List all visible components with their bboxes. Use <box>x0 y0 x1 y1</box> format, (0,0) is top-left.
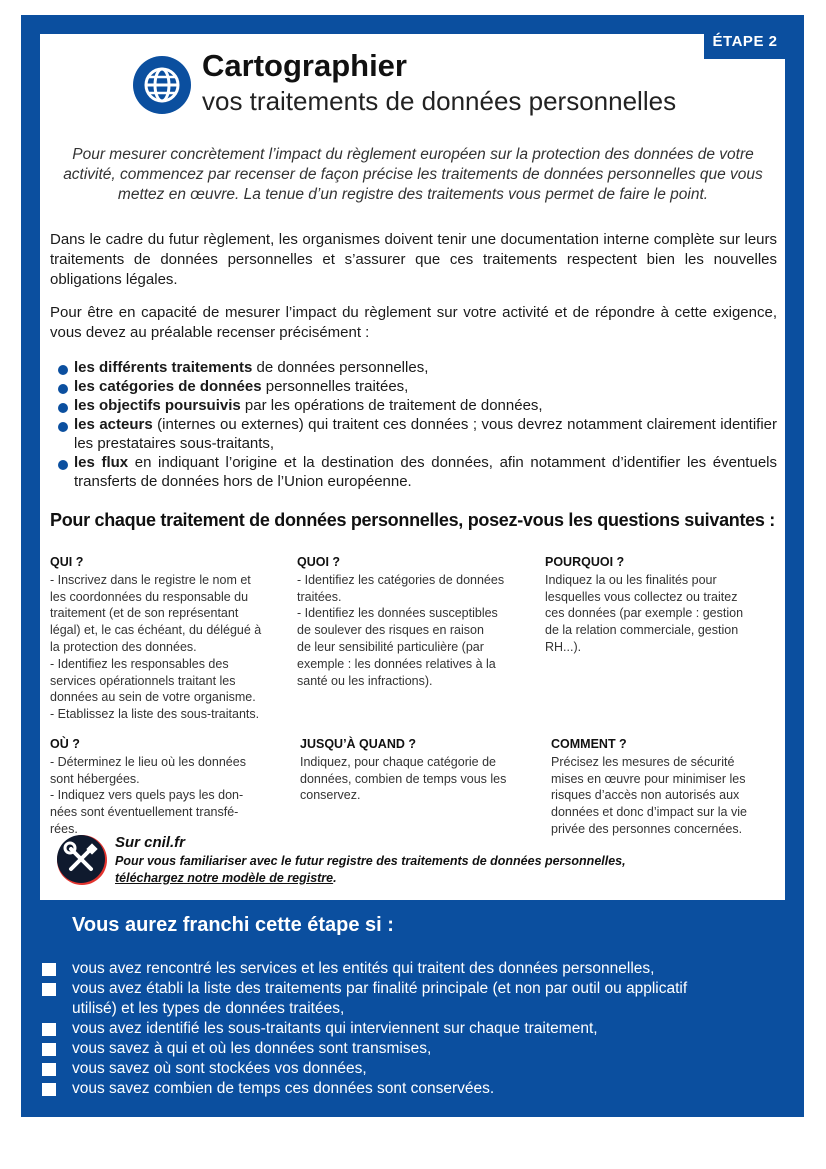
page-title: Cartographier <box>202 48 407 83</box>
step-badge: ÉTAPE 2 <box>704 23 786 59</box>
checklist-item: vous savez où sont stockées vos données, <box>42 1059 732 1079</box>
cnil-text: Pour vous familiariser avec le futur registre des traitements de données personnelles, téléchargez notre modèle de registre. <box>115 854 626 885</box>
globe-icon <box>133 56 191 114</box>
bullet-icon <box>58 403 68 413</box>
list-item: les flux en indiquant l’origine et la destination des données, afin notamment d’identifier les éventuels transferts de données hors de l’Union européenne. <box>58 453 777 491</box>
checkbox-icon[interactable] <box>42 1023 56 1036</box>
question-quoi: QUOI ? - Identifiez les catégories de données traitées. - Identifiez les données susceptibles de soulever des risques en raison de leur sensibilité particulière (par exemple : les données relatives à la santé ou les infractions). <box>297 554 535 689</box>
cnil-title: Sur cnil.fr <box>115 834 186 851</box>
checkbox-icon[interactable] <box>42 963 56 976</box>
checkbox-icon[interactable] <box>42 1043 56 1056</box>
question-title: POURQUOI ? <box>545 555 625 569</box>
checklist-item: vous avez identifié les sous-traitants qui interviennent sur chaque traitement, <box>42 1019 732 1039</box>
intro-text: Pour mesurer concrètement l’impact du règlement européen sur la protection des données de votre activité, commencez par recenser de façon précise les traitements de données personnelles que vous mettez en œuvre. La tenue d’un registre des traitements vous permet de faire le point. <box>63 146 763 203</box>
checkbox-icon[interactable] <box>42 1083 56 1096</box>
bullet-icon <box>58 384 68 394</box>
list-item: les acteurs (internes ou externes) qui traitent ces données ; vous devrez notamment clairement identifier les prestataires sous-traitants, <box>58 415 777 453</box>
checkbox-icon[interactable] <box>42 1063 56 1076</box>
question-pourquoi: POURQUOI ? Indiquez la ou les finalités pour lesquelles vous collectez ou traitez ces données (par exemple : gestion de la relation commerciale, gestion RH...). <box>545 554 770 656</box>
paragraph-2: Pour être en capacité de mesurer l’impact du règlement sur votre activité et de répondre à cette exigence, vous devez au préalable recenser précisément : <box>50 304 777 341</box>
checklist-item: vous avez rencontré les services et les entités qui traitent des données personnelles, <box>42 959 732 979</box>
paragraph-1: Dans le cadre du futur règlement, les organismes doivent tenir une documentation interne complète sur leurs traitements de données personnelles et s’assurer que ces traitements respectent bien les nouvelles obligations légales. <box>50 231 777 288</box>
question-title: QUOI ? <box>297 555 341 569</box>
question-title: COMMENT ? <box>551 737 627 751</box>
question-ou: OÙ ? - Déterminez le lieu où les données sont hébergées. - Indiquez vers quels pays les don- nées sont éventuellement transfé- rées. <box>50 736 285 838</box>
checklist-heading: Vous aurez franchi cette étape si : <box>72 914 394 936</box>
question-jusqu-a-quand: JUSQU’À QUAND ? Indiquez, pour chaque catégorie de données, combien de temps vous les conservez. <box>300 736 535 804</box>
list-item: les catégories de données personnelles traitées, <box>58 377 777 396</box>
checklist-item: vous savez combien de temps ces données sont conservées. <box>42 1079 732 1099</box>
bullet-icon <box>58 365 68 375</box>
question-title: JUSQU’À QUAND ? <box>300 737 416 751</box>
page-subtitle: vos traitements de données personnelles <box>202 86 677 116</box>
questions-heading: Pour chaque traitement de données personnelles, posez-vous les questions suivantes : <box>50 510 775 530</box>
checklist-item: vous avez établi la liste des traitements par finalité principale (et non par outil ou applicatif utilisé) et les types de données traitées, <box>42 979 732 1019</box>
question-qui: QUI ? - Inscrivez dans le registre le nom et les coordonnées du responsable du traitement (et de son représentant légal) et, le cas échéant, du délégué à la protection des données. - Identifiez les responsables des services opérationnels traitant les données au sein de votre organisme. - Etablissez la liste des sous-traitants. <box>50 554 285 723</box>
list-item: les différents traitements de données personnelles, <box>58 358 777 377</box>
list-item: les objectifs poursuivis par les opérations de traitement de données, <box>58 396 777 415</box>
download-register-link[interactable]: téléchargez notre modèle de registre <box>115 870 334 885</box>
question-title: QUI ? <box>50 555 84 569</box>
bullet-icon <box>58 422 68 432</box>
question-title: OÙ ? <box>50 737 80 751</box>
inventory-list <box>58 358 777 491</box>
bullet-icon <box>58 460 68 470</box>
checkbox-icon[interactable] <box>42 983 56 996</box>
tools-icon <box>56 834 108 886</box>
question-comment: COMMENT ? Précisez les mesures de sécurité mises en œuvre pour minimiser les risques d’accès non autorisés aux données et donc d’impact sur la vie privée des personnes concernées. <box>551 736 776 838</box>
checklist <box>42 959 732 1099</box>
checklist-item: vous savez à qui et où les données sont transmises, <box>42 1039 732 1059</box>
